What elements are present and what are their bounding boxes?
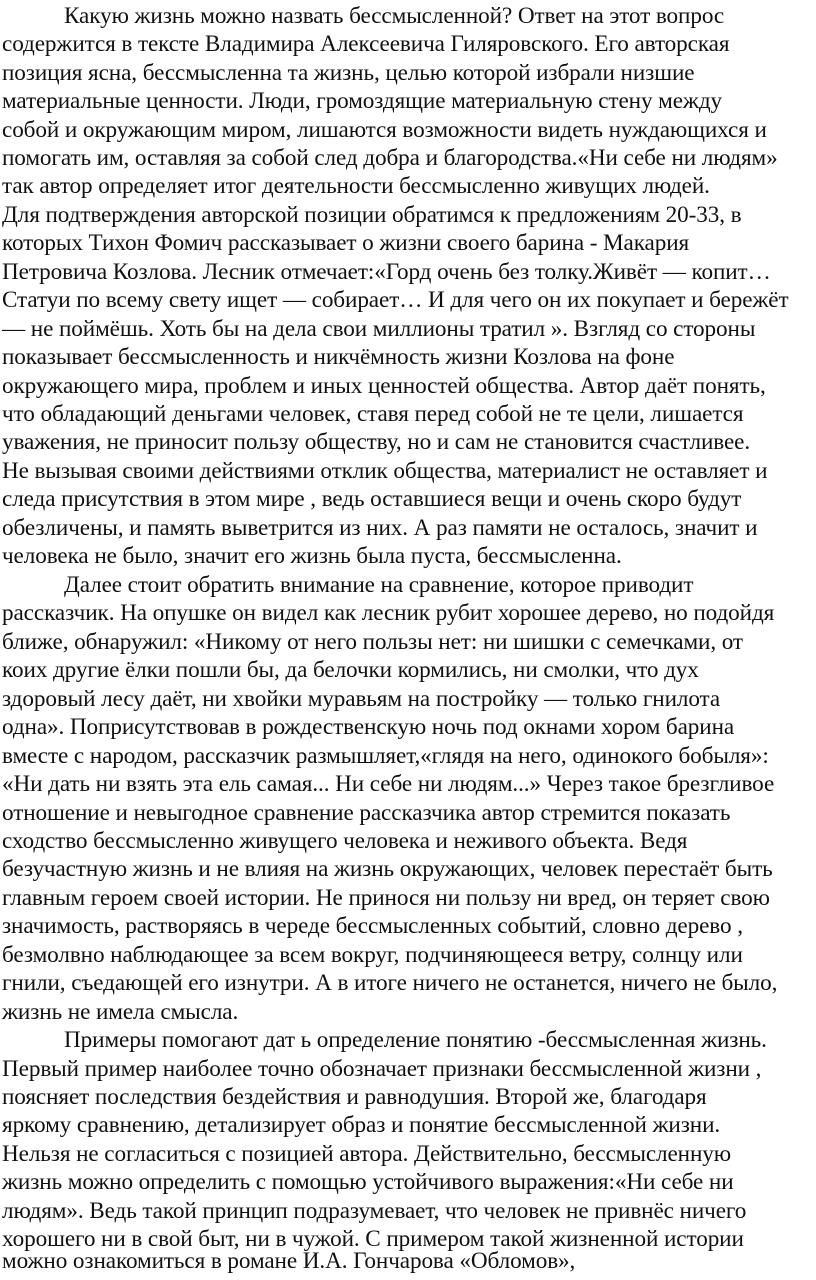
text-line: помогать им, оставляя за собой след добра и благородства.«Ни себе ни людям» xyxy=(2,145,778,171)
text-line: значимость, растворяясь в череде бессмысленных событий, словно дерево , xyxy=(2,913,743,939)
text-line: гнили, съедающей его изнутри. А в итоге ничего не останется, ничего не было, xyxy=(2,970,778,996)
text-line: уважения, не приносит пользу обществу, но и сам не становится счастливее. xyxy=(2,429,751,455)
text-line: материальные ценности. Люди, громоздящие материальную стену между xyxy=(2,88,723,114)
text-line: сходство бессмысленно живущего человека и неживого объекта. Ведя xyxy=(2,828,688,854)
text-line: обезличены, и память выветрится из них. А раз памяти не осталось, значит и xyxy=(2,515,758,541)
text-line: Не вызывая своими действиями отклик общества, материалист не оставляет и xyxy=(2,458,768,484)
text-line: здоровый лесу даёт, ни хвойки муравьям на постройку — только гнилота xyxy=(2,686,721,712)
text-line: можно ознакомиться в романе И.А. Гончарова «Обломов», xyxy=(2,1248,576,1274)
text-line: «Ни дать ни взять эта ель самая... Ни себе ни людям...» Через такое брезгливое xyxy=(2,771,775,797)
text-line: главным героем своей истории. Не принося ни пользу ни вред, он теряет свою xyxy=(2,885,770,911)
text-line: что обладающий деньгами человек, ставя перед собой не те цели, лишается xyxy=(2,401,744,427)
text-line: коих другие ёлки пошли бы, да белочки кормились, ни смолки, что дух xyxy=(2,657,699,683)
text-line: яркому сравнению, детализирует образ и понятие бессмысленной жизни. xyxy=(2,1112,721,1138)
text-line: Примеры помогают дат ь определение понятию -бессмысленная жизнь. xyxy=(64,1027,767,1053)
text-line: вместе с народом, рассказчик размышляет,«глядя на него, одинокого бобыля»: xyxy=(2,743,769,769)
text-line: показывает бессмысленность и никчёмность жизни Козлова на фоне xyxy=(2,344,675,370)
text-line: окружающего мира, проблем и иных ценностей общества. Автор даёт понять, xyxy=(2,373,766,399)
text-line: Статуи по всему свету ищет — собирает… И для чего он их покупает и бережёт xyxy=(2,287,789,313)
text-line: безучастную жизнь и не влияя на жизнь окружающих, человек перестаёт быть xyxy=(2,856,773,882)
text-line: Нельзя не согласиться с позицией автора. Действительно, бессмысленную xyxy=(2,1141,732,1167)
text-line: Для подтверждения авторской позиции обратимся к предложениям 20-33, в xyxy=(2,202,742,228)
text-line: человека не было, значит его жизнь была пуста, бессмысленна. xyxy=(2,543,622,569)
text-line: содержится в тексте Владимира Алексеевича Гиляровского. Его авторская xyxy=(2,31,730,57)
text-line: рассказчик. На опушке он видел как лесник рубит хорошее дерево, но подойдя xyxy=(2,600,775,626)
text-line: хорошего ни в свой быт, ни в чужой. С примером такой жизненной истории xyxy=(2,1226,744,1252)
text-line: позиция ясна, бессмысленна та жизнь, целью которой избрали низшие xyxy=(2,60,695,86)
text-line: Далее стоит обратить внимание на сравнение, которое приводит xyxy=(64,572,694,598)
text-line: одна». Поприсутствовав в рождественскую ночь под окнами хором барина xyxy=(2,714,735,740)
text-line: которых Тихон Фомич рассказывает о жизни своего барина - Макария xyxy=(2,230,690,256)
text-line: Какую жизнь можно назвать бессмысленной? Ответ на этот вопрос xyxy=(64,3,725,29)
text-line: безмолвно наблюдающее за всем вокруг, подчиняющееся ветру, солнцу или xyxy=(2,942,743,968)
text-line: собой и окружающим миром, лишаются возможности видеть нуждающихся и xyxy=(2,117,767,143)
text-line: Петровича Козлова. Лесник отмечает:«Горд очень без толку.Живёт — копит… xyxy=(2,259,771,285)
text-line: жизнь можно определить с помощью устойчивого выражения:«Ни себе ни xyxy=(2,1169,734,1195)
text-line: жизнь не имела смысла. xyxy=(2,999,239,1025)
text-line: людям». Ведь такой принцип подразумевает, что человек не привнёс ничего xyxy=(2,1198,747,1224)
text-line: так автор определяет итог деятельности бессмысленно живущих людей. xyxy=(2,173,710,199)
text-line: следа присутствия в этом мире , ведь оставшиеся вещи и очень скоро будут xyxy=(2,486,742,512)
text-line: поясняет последствия бездействия и равнодушия. Второй же, благодаря xyxy=(2,1084,707,1110)
text-line: Первый пример наиболее точно обозначает признаки бессмысленной жизни , xyxy=(2,1056,762,1082)
text-line: ближе, обнаружил: «Никому от него пользы нет: ни шишки с семечками, от xyxy=(2,629,743,655)
text-line: — не поймёшь. Хоть бы на дела свои миллионы тратил ». Взгляд со стороны xyxy=(2,316,756,342)
text-line: отношение и невыгодное сравнение рассказчика автор стремится показать xyxy=(2,800,731,826)
